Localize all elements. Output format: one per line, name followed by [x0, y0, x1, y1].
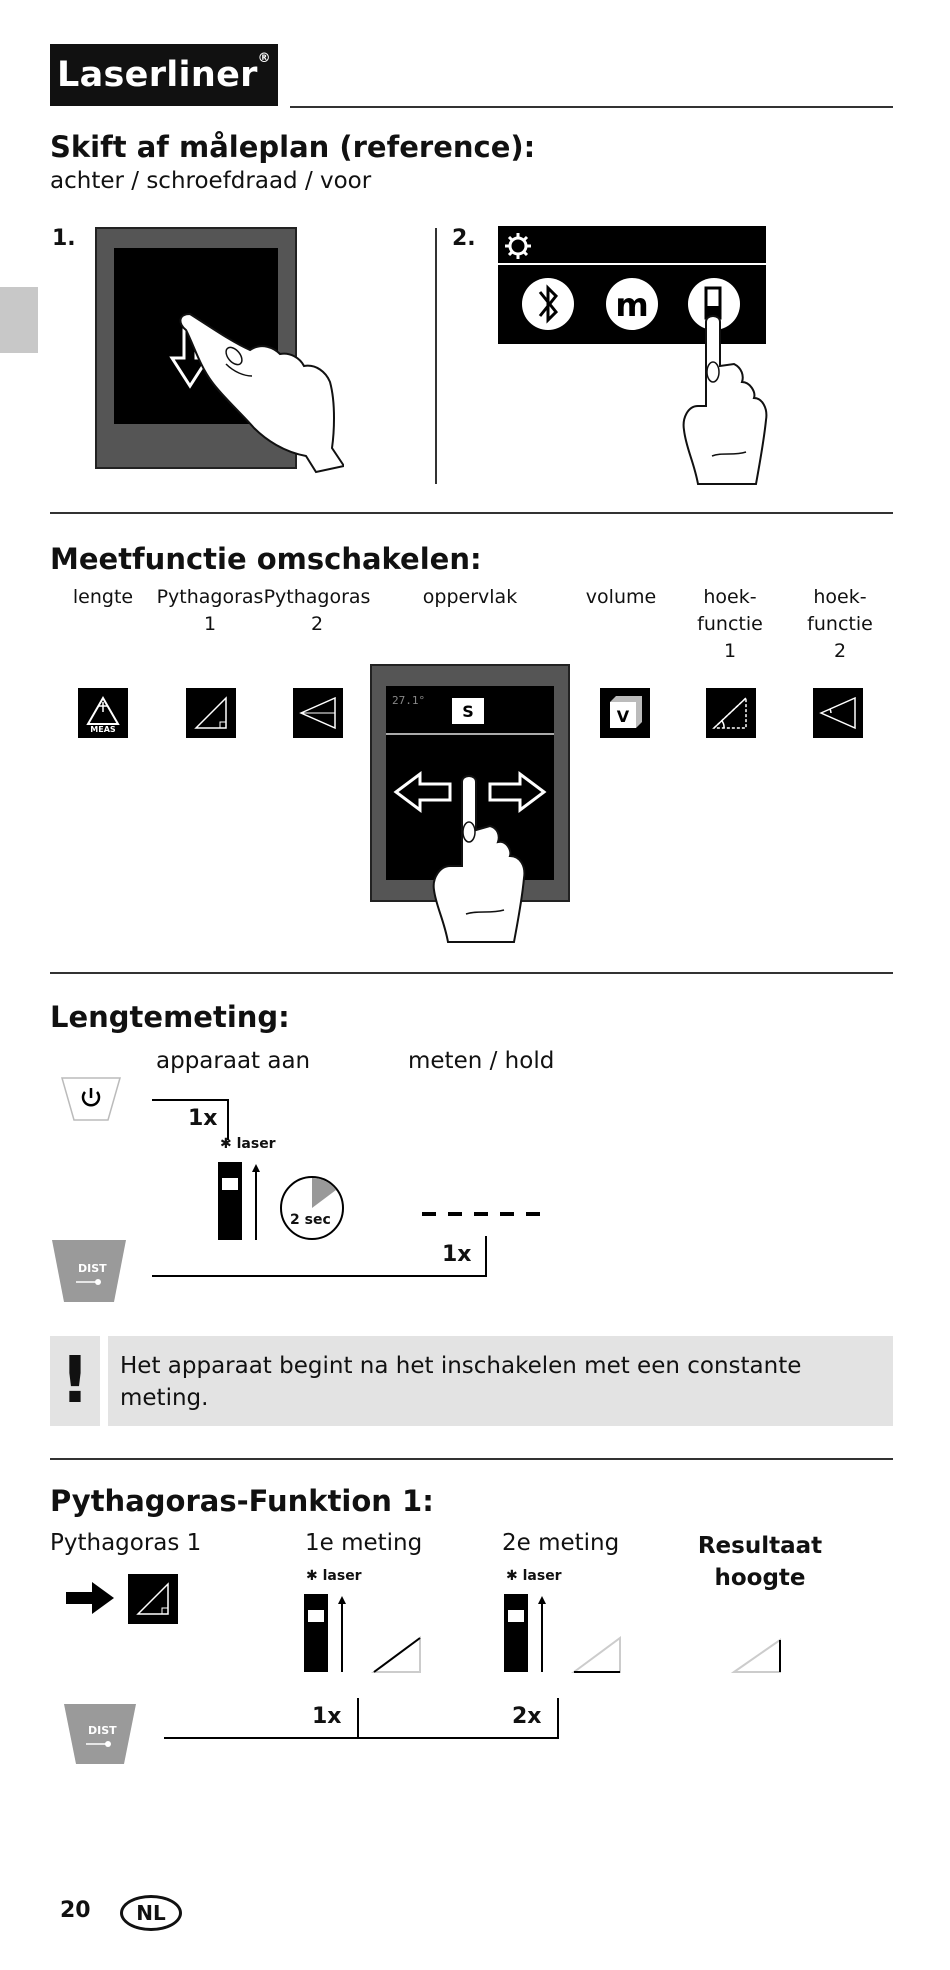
first-measurement-illustration: [302, 1592, 432, 1676]
continuous-measurement-dashes: [422, 1212, 542, 1216]
step-divider: [435, 228, 437, 484]
label-device-on: apparaat aan: [156, 1048, 311, 1074]
triangle-hypotenuse-icon: [374, 1638, 420, 1672]
select-pythagoras-1: [62, 1572, 182, 1624]
result-line-2: hoogte: [714, 1565, 806, 1591]
swipe-down-illustration: [94, 226, 344, 486]
screen-angle-readout: 27.1°: [392, 694, 426, 707]
mode-s-text: S: [462, 702, 474, 721]
rangefinder-device-icon: [504, 1594, 546, 1672]
meas-icon-text: MEAS: [90, 725, 116, 734]
swipe-function-illustration: [370, 664, 580, 944]
press-count-first: 1x: [312, 1704, 342, 1729]
language-badge: NL: [120, 1895, 182, 1931]
bluetooth-icon: [522, 278, 574, 330]
reference-title: Skift af måleplan (reference):: [50, 130, 536, 164]
function-label-line: 1: [203, 613, 217, 635]
function-label-line: Pythagoras: [156, 586, 264, 608]
arrow-right-icon: [66, 1582, 114, 1614]
function-label-line: volume: [585, 586, 657, 608]
warning-icon: !: [50, 1336, 100, 1426]
laser-label-text: laser: [236, 1136, 276, 1152]
angle-1-icon: [706, 688, 756, 738]
result-line-1: Resultaat: [697, 1533, 823, 1559]
function-label-pythagoras-1: [155, 584, 265, 638]
press-count-on: 1x: [188, 1106, 218, 1131]
warning-divider: [100, 1336, 108, 1426]
length-title: Lengtemeting:: [50, 1000, 290, 1034]
function-label-angle-2: [790, 584, 890, 665]
pythagoras-title: Pythagoras-Funktion 1:: [50, 1484, 434, 1518]
press-1x-baseline: [150, 1230, 490, 1280]
press-sequence-baseline: [162, 1694, 562, 1742]
function-label-area: [410, 584, 530, 611]
timer-label: 2 sec: [290, 1212, 331, 1228]
function-label-line: functie: [807, 613, 873, 635]
warning-text: Het apparaat begint na het inschakelen met een constante meting.: [120, 1353, 802, 1411]
function-label-line: functie: [697, 613, 763, 635]
label-measure-hold: meten / hold: [408, 1048, 555, 1074]
dist-button-label: DIST: [78, 1262, 107, 1275]
triangle-height-icon: [730, 1636, 790, 1676]
function-label-angle-1: [680, 584, 780, 665]
brand-name: Laserliner: [57, 55, 258, 95]
function-label-length: [58, 584, 148, 611]
function-title: Meetfunctie omschakelen:: [50, 542, 482, 576]
function-label-line: lengte: [72, 586, 134, 608]
volume-icon-text: V: [616, 707, 630, 726]
function-label-line: 2: [310, 613, 324, 635]
asterisk-icon: ✱: [506, 1568, 518, 1584]
press-count-measure: 1x: [442, 1242, 472, 1267]
brand-registered-mark: ®: [257, 51, 271, 66]
unit-m-glyph: m: [615, 286, 649, 324]
function-label-line: oppervlak: [422, 586, 518, 608]
page-number: 20: [60, 1898, 91, 1923]
pythagoras-col-first: 1e meting: [305, 1530, 423, 1556]
section-rule: [50, 972, 893, 974]
pythagoras-col-mode: Pythagoras 1: [50, 1530, 202, 1556]
brand-logo: [50, 44, 278, 106]
laser-label-text: laser: [522, 1568, 562, 1584]
rangefinder-device-icon: [304, 1594, 346, 1672]
function-label-line: hoek-: [703, 586, 757, 608]
press-count-second: 2x: [512, 1704, 542, 1729]
step-1-label: 1.: [52, 226, 76, 251]
step-2-label: 2.: [452, 226, 476, 251]
laser-label-text: laser: [322, 1568, 362, 1584]
pythagoras-1-icon: [186, 688, 236, 738]
function-label-line: 1: [723, 640, 737, 662]
length-mode-icon: [78, 688, 128, 738]
section-rule: [50, 1458, 893, 1460]
function-label-pythagoras-2: [262, 584, 372, 638]
function-label-volume: [576, 584, 666, 611]
pythagoras-2-icon: [293, 688, 343, 738]
function-label-line: hoek-: [813, 586, 867, 608]
side-tab-marker: [0, 287, 38, 353]
function-label-line: 2: [833, 640, 847, 662]
laser-label: [306, 1568, 362, 1584]
pythagoras-1-icon: [128, 1574, 178, 1624]
header-rule: [290, 106, 893, 108]
dist-button-label: DIST: [88, 1724, 117, 1737]
triangle-base-icon: [574, 1638, 620, 1672]
pythagoras-col-result: [690, 1530, 830, 1594]
second-measurement-illustration: [502, 1592, 632, 1676]
laser-label: [220, 1136, 276, 1152]
function-label-line: Pythagoras: [263, 586, 371, 608]
settings-menu-illustration: [498, 226, 798, 486]
laser-label: [506, 1568, 562, 1584]
asterisk-icon: ✱: [306, 1568, 318, 1584]
pythagoras-col-second: 2e meting: [502, 1530, 620, 1556]
section-rule: [50, 512, 893, 514]
volume-mode-icon: [600, 688, 650, 738]
asterisk-icon: ✱: [220, 1136, 232, 1152]
reference-subtitle: achter / schroefdraad / voor: [50, 168, 372, 194]
power-button[interactable]: [60, 1074, 122, 1124]
angle-2-icon: [813, 688, 863, 738]
